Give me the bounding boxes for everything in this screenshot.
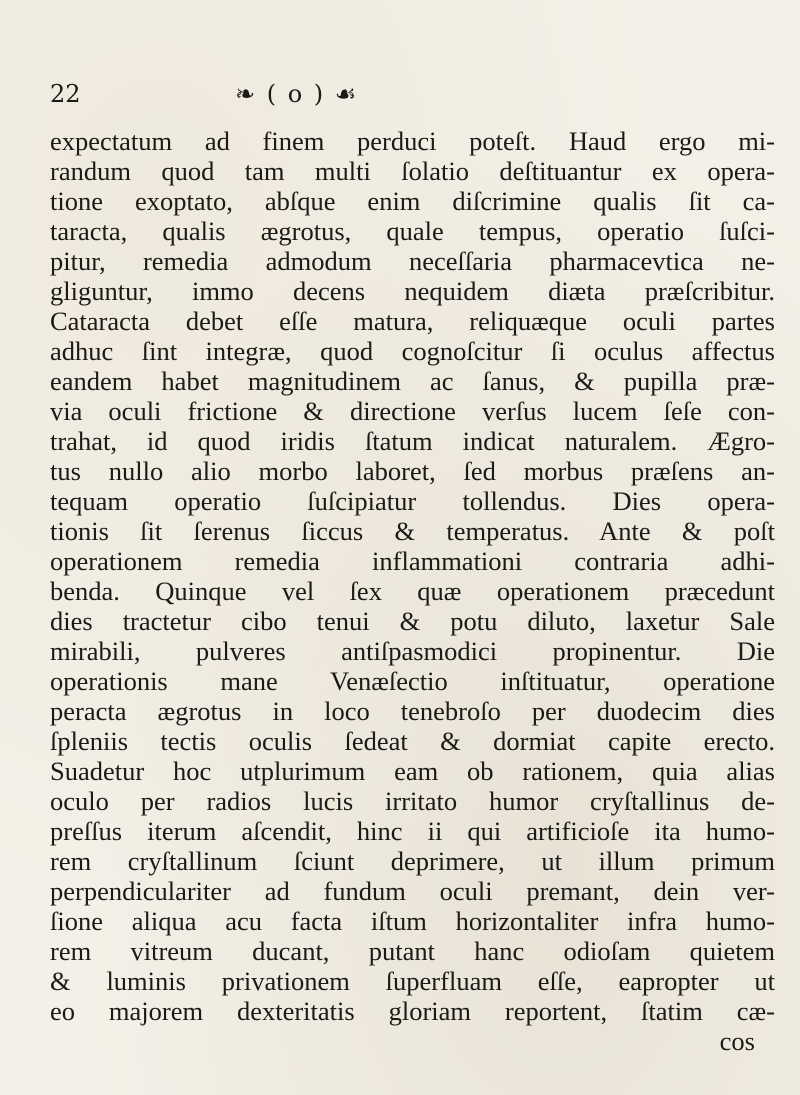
text-line: preſſus iterum aſcendit, hinc ii qui artificioſe ita humo- — [50, 816, 775, 846]
text-line: pitur, remedia admodum neceſſaria pharmacevtica ne- — [50, 246, 775, 276]
text-line: eandem habet magnitudinem ac ſanus, & pupilla præ- — [50, 366, 775, 396]
text-line: Cataracta debet eſſe matura, reliquæque oculi partes — [50, 306, 775, 336]
running-head-ornament: ❧ ( o ) ☙ — [235, 80, 359, 108]
text-line: ſpleniis tectis oculis ſedeat & dormiat capite erecto. — [50, 726, 775, 756]
text-line: expectatum ad finem perduci poteſt. Haud ergo mi- — [50, 126, 775, 156]
text-line: via oculi frictione & directione verſus lucem ſeſe con- — [50, 396, 775, 426]
text-line: operationis mane Venæſectio inſtituatur, operatione — [50, 666, 775, 696]
text-line: rem cryſtallinum ſciunt deprimere, ut illum primum — [50, 846, 775, 876]
text-line: rem vitreum ducant, putant hanc odioſam quietem — [50, 936, 775, 966]
text-line: operationem remedia inflammationi contraria adhi- — [50, 546, 775, 576]
catchword: cos — [719, 1026, 755, 1056]
text-line: dies tractetur cibo tenui & potu diluto, laxetur Sale — [50, 606, 775, 636]
text-line: peracta ægrotus in loco tenebroſo per duodecim dies — [50, 696, 775, 726]
text-line: trahat, id quod iridis ſtatum indicat naturalem. Ægro- — [50, 426, 775, 456]
page-number: 22 — [50, 80, 81, 108]
text-line: tione exoptato, abſque enim diſcrimine qualis ſit ca- — [50, 186, 775, 216]
text-line: benda. Quinque vel ſex quæ operationem præcedunt — [50, 576, 775, 606]
text-line: gliguntur, immo decens nequidem diæta præſcribitur. — [50, 276, 775, 306]
text-line: mirabili, pulveres antiſpasmodici propinentur. Die — [50, 636, 775, 666]
text-line: oculo per radios lucis irritato humor cryſtallinus de- — [50, 786, 775, 816]
text-line: eo majorem dexteritatis gloriam reportent, ſtatim cæ- — [50, 996, 775, 1026]
text-line: randum quod tam multi ſolatio deſtituantur ex opera- — [50, 156, 775, 186]
page-header — [50, 80, 740, 114]
text-line: adhuc ſint integræ, quod cognoſcitur ſi oculus affectus — [50, 336, 775, 366]
text-line: perpendiculariter ad fundum oculi premant, dein ver- — [50, 876, 775, 906]
text-line: & luminis privationem ſuperfluam eſſe, eapropter ut — [50, 966, 775, 996]
text-line: tus nullo alio morbo laboret, ſed morbus præſens an- — [50, 456, 775, 486]
text-line: tionis ſit ſerenus ſiccus & temperatus. Ante & poſt — [50, 516, 775, 546]
text-line: ſione aliqua acu facta iſtum horizontaliter infra humo- — [50, 906, 775, 936]
text-line: Suadetur hoc utplurimum eam ob rationem, quia alias — [50, 756, 775, 786]
body-text — [50, 126, 775, 1056]
text-line: taracta, qualis ægrotus, quale tempus, operatio ſuſci- — [50, 216, 775, 246]
text-line: tequam operatio ſuſcipiatur tollendus. Dies opera- — [50, 486, 775, 516]
